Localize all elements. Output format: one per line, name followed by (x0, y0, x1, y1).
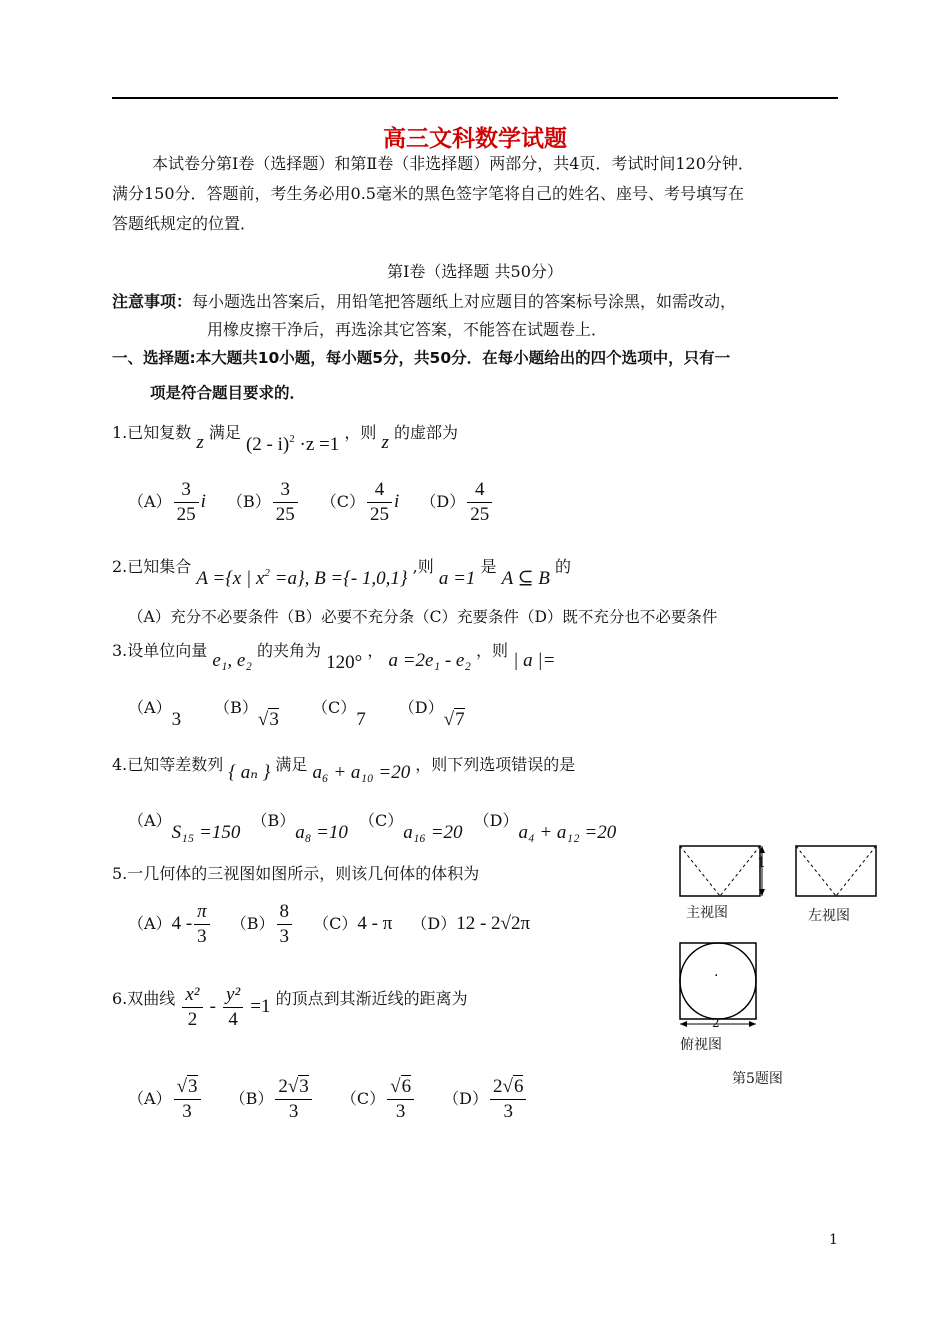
q4-option-d[interactable]: （D）a₄ + a₁₂ =20 (473, 811, 617, 843)
q6-option-b[interactable]: （B） $\frac{2√3}{3}$ (230, 1089, 314, 1108)
q3-equation: a =2e₁ - e₂ (388, 650, 471, 671)
top-view-label: 俯视图 (680, 1037, 722, 1053)
left-view-dash-left (796, 846, 836, 896)
q1-equation: (2 - i)$^2$ ·z =1 (245, 433, 340, 455)
left-view-label: 左视图 (808, 908, 850, 924)
left-view-rect (796, 846, 876, 896)
question-2: 2.已知集合 A ={x | $x^2 =a$}, B ={- 1,0,1} ,则 a =1 是 A ⊆ B 的 (112, 557, 571, 589)
q6-option-d[interactable]: （D） $\frac{2√6}{3}$ (443, 1089, 528, 1108)
q5-options (128, 900, 530, 949)
q3-abs: | a |= (513, 650, 556, 671)
left-view-dash-right (836, 846, 876, 896)
q3-option-d[interactable]: （D）√7 (398, 698, 465, 730)
figure-caption: 第5题图 (732, 1071, 783, 1087)
notice-line-1: 每小题选出答案后，用铅笔把答题纸上对应题目的答案标号涂黑，如需改动， (192, 292, 737, 311)
q3-option-b[interactable]: （B）√3 (214, 698, 279, 730)
question-3: 3.设单位向量 e₁, e₂ 的夹角为 120° ， a =2e₁ - e₂ ，则 | a |= (112, 641, 556, 673)
width-mark: 2 (712, 1016, 720, 1030)
intro-line-3: 答题纸规定的位置． (112, 214, 257, 233)
q2-options[interactable]: （A）充分不必要条件（B）必要不充分条（C）充要条件（D）既不充分也不必要条件 (128, 608, 718, 626)
q4-options (128, 808, 617, 843)
q6-option-a[interactable]: （A） $\frac{√3}{3}$ (128, 1089, 203, 1108)
q1-option-b[interactable]: （B） $\frac{3}{25}$ (227, 492, 305, 511)
intro-line-2: 满分150分．答题前，考生务必用0.5毫米的黑色签字笔将自己的姓名、座号、考号填写在 (112, 184, 744, 203)
section1-line-1: 一、选择题:本大题共10小题，每小题5分，共50分．在每小题给出的四个选项中，只有一 (112, 349, 731, 367)
page-number: 1 (829, 1232, 838, 1248)
front-view-dash-left (680, 846, 720, 896)
q4-sequence: { aₙ } (228, 762, 271, 783)
front-view-dash-right (720, 846, 760, 896)
part1-heading: 第Ⅰ卷（选择题 共50分） (387, 262, 563, 281)
three-view-figure (670, 838, 890, 1058)
notice-line-2: 用橡皮擦干净后，再选涂其它答案，不能答在试题卷上． (207, 320, 608, 339)
question-1 (112, 414, 458, 455)
q3-option-a[interactable]: （A）3 (128, 698, 182, 730)
q1-var: z (381, 432, 389, 453)
q5-option-b[interactable]: （B） $\frac{8}{3}$ (231, 914, 294, 933)
q1-text: ，则 (344, 423, 377, 442)
q6-options (128, 1075, 528, 1124)
q3-angle: 120° (326, 652, 363, 673)
q1-option-d[interactable]: （D） $\frac{4}{25}$ (420, 492, 494, 511)
q5-option-a[interactable]: （A）4 - $\frac{\pi}{3}$ (128, 914, 212, 933)
height-mark: 1 (757, 855, 766, 871)
question-6: 6.双曲线 $\frac{\text{x²}}{2}$ - $\frac{\text{y²}}{4}$ =1 的顶点到其渐近线的距离为 (112, 984, 468, 1030)
q4-equation: a₆ + a₁₀ =20 (312, 762, 411, 783)
q4-option-b[interactable]: （B）a₈ =10 (251, 811, 348, 843)
q1-option-c[interactable]: （C） $\frac{4}{25}$ i (320, 479, 400, 525)
q1-var: z (196, 432, 204, 453)
intro-line-1: 本试卷分第Ⅰ卷（选择题）和第Ⅱ卷（非选择题）两部分，共4页．考试时间120分钟． (152, 154, 754, 173)
question-5: 5.一几何体的三视图如图所示，则该几何体的体积为 (112, 864, 480, 883)
q1-text: 满足 (208, 423, 241, 442)
q3-option-c[interactable]: （C）7 (311, 698, 366, 730)
q1-text: 1.已知复数 (112, 423, 192, 442)
q4-option-c[interactable]: （C）a₁₆ =20 (359, 811, 463, 843)
q1-options (128, 478, 494, 527)
header-rule (112, 97, 838, 99)
page-title: 高三文科数学试题 (383, 126, 567, 152)
q2-set: A ={x | $x^2 =a$}, B ={- 1,0,1} (196, 567, 408, 589)
front-view-rect (680, 846, 760, 896)
center-dot: · (714, 968, 719, 984)
q5-option-d[interactable]: （D）12 - 2√2π (411, 913, 531, 934)
notice-label: 注意事项： (112, 292, 193, 311)
q4-option-a[interactable]: （A）S₁₅ =150 (128, 811, 241, 843)
q1-text: 的虚部为 (393, 423, 458, 442)
width-arrow-left-icon (680, 1021, 687, 1027)
notice (112, 288, 736, 315)
q2-condition: a =1 (438, 568, 476, 589)
front-view-label: 主视图 (686, 905, 728, 921)
q3-vectors: e₁, e₂ (212, 650, 252, 671)
width-arrow-right-icon (749, 1021, 756, 1027)
q3-options (128, 695, 465, 730)
question-4: 4.已知等差数列 { aₙ } 满足 a₆ + a₁₀ =20 ，则下列选项错误的是 (112, 755, 576, 783)
section1-line-2: 项是符合题目要求的． (150, 384, 306, 402)
q2-subset: A ⊆ B (501, 568, 550, 589)
q5-option-c[interactable]: （C）4 - π (313, 913, 393, 934)
q6-option-c[interactable]: （C） $\frac{√6}{3}$ (341, 1089, 416, 1108)
q1-option-a[interactable]: （A） $\frac{3}{25}$ i (128, 479, 206, 525)
